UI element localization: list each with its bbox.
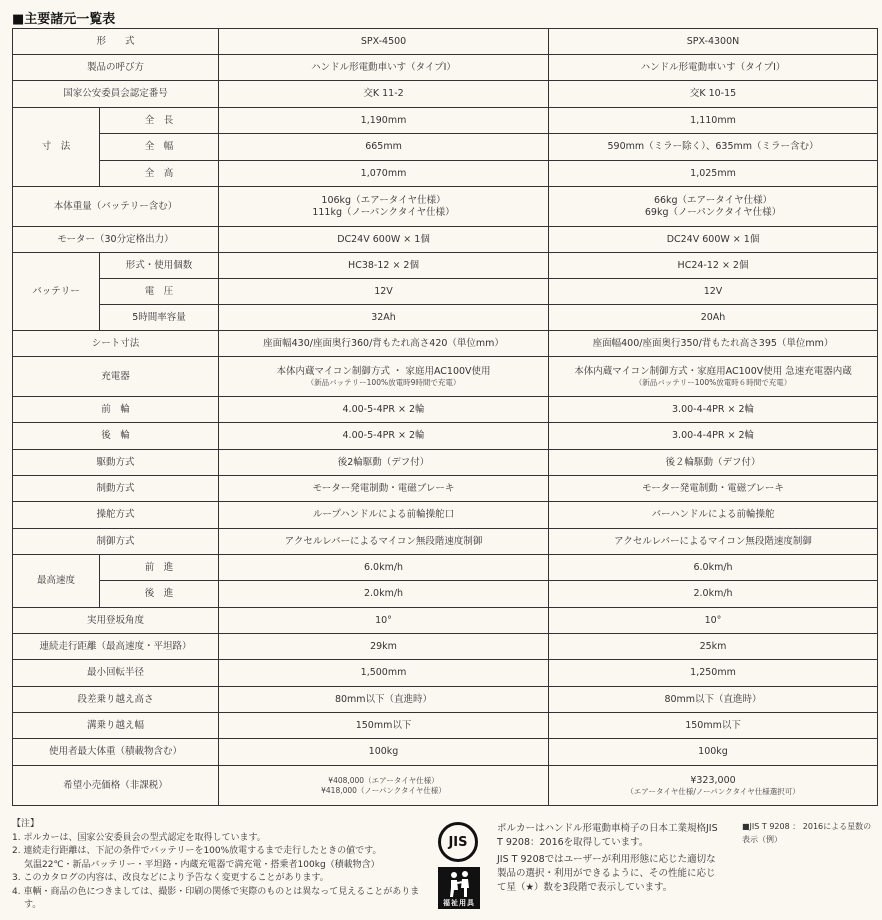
- weight-air: 66kg（エアータイヤ仕様）: [653, 194, 773, 206]
- note-item: 4. 車輌・商品の色につきましては、撮影・印刷の関係で実際のものとは異なって見えることがあります。: [12, 886, 420, 910]
- row-label-drive: 駆動方式: [13, 450, 219, 476]
- cell-spx4500-bat-type: HC38-12 × 2個: [219, 253, 549, 279]
- row-label-range: 連続走行距離（最高速度・平坦路）: [13, 634, 219, 660]
- table-row: [13, 555, 878, 581]
- cell-spx4500-max-user: 100kg: [219, 739, 549, 766]
- cell-spx4500-slope: 10°: [219, 608, 549, 634]
- cell-spx4300n-motor: DC24V 600W × 1個: [549, 227, 878, 253]
- row-label-length: 全 長: [100, 108, 219, 134]
- row-label-width: 全 幅: [100, 134, 219, 161]
- table-row: [13, 739, 878, 766]
- table-row: [13, 713, 878, 739]
- table-row: [13, 687, 878, 713]
- table-row: [13, 660, 878, 687]
- cell-spx4500-step: 80mm以下（直進時）: [219, 687, 549, 713]
- welfare-label: 福祉用具: [443, 899, 475, 907]
- row-label-ditch: 溝乗り越え幅: [13, 713, 219, 739]
- row-label-cert: 国家公安委員会認定番号: [13, 81, 219, 108]
- note-item: 1. ポルカーは、国家公安委員会の型式認定を取得しています。: [12, 832, 266, 843]
- cell-spx4300n-slope: 10°: [549, 608, 878, 634]
- cell-spx4300n-width: 590mm（ミラー除く）、635mm（ミラー含む）: [549, 134, 878, 161]
- charger-method: 本体内蔵マイコン制御方式 ・ 家庭用AC100V使用: [276, 365, 491, 377]
- weight-air: 106kg（エアータイヤ仕様）: [321, 194, 446, 206]
- row-label-slope: 実用登坂角度: [13, 608, 219, 634]
- cell-spx4500-range: 29km: [219, 634, 549, 660]
- cell-spx4500-cert: 交K 11-2: [219, 81, 549, 108]
- jis-description: [497, 822, 723, 898]
- row-label-turn: 最小回転半径: [13, 660, 219, 687]
- row-label-max-user: 使用者最大体重（積載物含む）: [13, 739, 219, 766]
- cell-spx4500-voltage: 12V: [219, 279, 549, 305]
- cell-spx4300n-ditch: 150mm以下: [549, 713, 878, 739]
- table-row: [13, 81, 878, 108]
- table-row: [13, 423, 878, 450]
- row-label-reverse: 後 進: [100, 581, 219, 608]
- model-spx4300n: SPX-4300N: [549, 29, 878, 55]
- row-label-control: 制御方式: [13, 529, 219, 555]
- jis-logos: [438, 822, 482, 909]
- cell-spx4500-steering: ループハンドルによる前輪操舵口: [219, 502, 549, 529]
- cell-spx4500-width: 665mm: [219, 134, 549, 161]
- table-row: [13, 187, 878, 227]
- spec-table: [12, 28, 878, 806]
- row-label-step: 段差乗り越え高さ: [13, 687, 219, 713]
- cell-spx4500-motor: DC24V 600W × 1個: [219, 227, 549, 253]
- table-row: [13, 134, 878, 161]
- table-row: [13, 608, 878, 634]
- table-row: [13, 253, 878, 279]
- cell-spx4500-front-wheel: 4.00-5-4PR × 2輪: [219, 397, 549, 423]
- row-label-height: 全 高: [100, 161, 219, 187]
- charger-method: 本体内蔵マイコン制御方式・家庭用AC100V使用 急速充電器内蔵: [574, 365, 852, 377]
- cell-spx4500-weight: [219, 187, 549, 227]
- group-label-max-speed: 最高速度: [13, 555, 100, 608]
- cell-spx4500-rear-wheel: 4.00-5-4PR × 2輪: [219, 423, 549, 450]
- jis-text-2: JIS T 9208ではユーザーが利用形態に応じた適切な製品の選択・利用ができるように、その性能に応じて星（★）数を3段階で表示しています。: [497, 854, 716, 893]
- cell-spx4500-seat: 座面幅430/座面奥行360/背もたれ高さ420（単位mm）: [219, 331, 549, 357]
- table-row: [13, 305, 878, 331]
- table-row: [13, 331, 878, 357]
- group-label-battery: バッテリー: [13, 253, 100, 331]
- row-label-rear-wheel: 後 輪: [13, 423, 219, 450]
- row-label-seat: シート寸法: [13, 331, 219, 357]
- row-label-forward: 前 進: [100, 555, 219, 581]
- group-label-dims: 寸 法: [13, 108, 100, 187]
- row-label-brake: 制動方式: [13, 476, 219, 502]
- cell-spx4500-turn: 1,500mm: [219, 660, 549, 687]
- row-label-model: 形 式: [13, 29, 219, 55]
- jis-mark-icon: JIS: [438, 822, 478, 862]
- row-label-bat-type: 形式・使用個数: [100, 253, 219, 279]
- cell-spx4500-reverse: 2.0km/h: [219, 581, 549, 608]
- cell-spx4300n-charger: [549, 357, 878, 397]
- table-row: [13, 227, 878, 253]
- row-label-motor: モーター（30分定格出力）: [13, 227, 219, 253]
- table-row: [13, 357, 878, 397]
- cell-spx4500-capacity: 32Ah: [219, 305, 549, 331]
- cell-spx4500-name: ハンドル形電動車いす（タイプⅠ）: [219, 55, 549, 81]
- note-item: 気温22℃・新品バッテリー・平坦路・内蔵充電器で満充電・搭乗者100kg（積載物含）: [24, 859, 380, 870]
- row-label-charger: 充電器: [13, 357, 219, 397]
- cell-spx4300n-brake: モーター発電制動・電磁ブレーキ: [549, 476, 878, 502]
- row-label-price: 希望小売価格（非課税）: [13, 766, 219, 806]
- cell-spx4300n-steering: バーハンドルによる前輪操舵: [549, 502, 878, 529]
- row-label-name: 製品の呼び方: [13, 55, 219, 81]
- price-air: ¥408,000（エアータイヤ仕様）: [328, 775, 439, 785]
- table-row: [13, 55, 878, 81]
- cell-spx4300n-length: 1,110mm: [549, 108, 878, 134]
- cell-spx4500-control: アクセルレバーによるマイコン無段階速度制御: [219, 529, 549, 555]
- table-row: [13, 450, 878, 476]
- table-row: [13, 161, 878, 187]
- notes-title: 【注】: [12, 819, 40, 829]
- cell-spx4300n-bat-type: HC24-12 × 2個: [549, 253, 878, 279]
- charger-note: （新品バッテリー100%放電時9時間で充電）: [306, 377, 461, 387]
- page-title: ■主要諸元一覧表: [12, 12, 116, 27]
- row-label-voltage: 電 圧: [100, 279, 219, 305]
- table-row: [13, 279, 878, 305]
- weight-nopuncture: 69kg（ノーパンクタイヤ仕様）: [644, 206, 782, 218]
- cell-spx4300n-cert: 交K 10-15: [549, 81, 878, 108]
- cell-spx4300n-price: [549, 766, 878, 806]
- cell-spx4300n-capacity: 20Ah: [549, 305, 878, 331]
- cell-spx4300n-step: 80mm以下（直進時）: [549, 687, 878, 713]
- table-row: [13, 476, 878, 502]
- cell-spx4500-ditch: 150mm以下: [219, 713, 549, 739]
- cell-spx4300n-name: ハンドル形電動車いす（タイプⅠ）: [549, 55, 878, 81]
- note-item: 2. 連続走行距離は、下記の条件でバッテリーを100%放電するまで走行したときの値です。: [12, 846, 382, 856]
- price-value: ¥323,000: [690, 774, 736, 786]
- price-note: （エアータイヤ仕様/ノーパンクタイヤ仕様選択可）: [626, 786, 800, 796]
- cell-spx4500-drive: 後2輪駆動（デフ付）: [219, 450, 549, 476]
- cell-spx4500-brake: モーター発電制動・電磁ブレーキ: [219, 476, 549, 502]
- table-row: [13, 502, 878, 529]
- table-row: [13, 108, 878, 134]
- table-row: [13, 581, 878, 608]
- cell-spx4300n-rear-wheel: 3.00-4-4PR × 2輪: [549, 423, 878, 450]
- cell-spx4300n-height: 1,025mm: [549, 161, 878, 187]
- table-row: [13, 766, 878, 806]
- cell-spx4500-price: [219, 766, 549, 806]
- cell-spx4300n-seat: 座面幅400/座面奥行350/背もたれ高さ395（単位mm）: [549, 331, 878, 357]
- note-item: 3. このカタログの内容は、改良などにより予告なく変更することがあります。: [12, 873, 329, 883]
- cell-spx4500-charger: [219, 357, 549, 397]
- cell-spx4500-length: 1,190mm: [219, 108, 549, 134]
- cell-spx4300n-front-wheel: 3.00-4-4PR × 2輪: [549, 397, 878, 423]
- row-label-front-wheel: 前 輪: [13, 397, 219, 423]
- cell-spx4500-forward: 6.0km/h: [219, 555, 549, 581]
- table-row: [13, 397, 878, 423]
- cell-spx4300n-control: アクセルレバーによるマイコン無段階速度制御: [549, 529, 878, 555]
- cell-spx4300n-drive: 後２輪駆動（デフ付）: [549, 450, 878, 476]
- notes-section: [12, 818, 422, 913]
- model-spx4500: SPX-4500: [219, 29, 549, 55]
- table-row: [13, 634, 878, 660]
- cell-spx4300n-turn: 1,250mm: [549, 660, 878, 687]
- cell-spx4300n-forward: 6.0km/h: [549, 555, 878, 581]
- table-row: [13, 529, 878, 555]
- table-row: [13, 29, 878, 55]
- cell-spx4300n-max-user: 100kg: [549, 739, 878, 766]
- charger-note: （新品バッテリー100%放電時６時間で充電）: [634, 377, 792, 387]
- row-label-steering: 操舵方式: [13, 502, 219, 529]
- jis-text-1: ポルカーはハンドル形電動車椅子の日本工業規格JIS T 9208：2016を取得しています。: [497, 823, 718, 848]
- cell-spx4300n-weight: [549, 187, 878, 227]
- row-label-weight: 本体重量（バッテリー含む）: [13, 187, 219, 227]
- price-nopuncture: ¥418,000（ノーパンクタイヤ仕様）: [321, 785, 446, 795]
- cell-spx4300n-range: 25km: [549, 634, 878, 660]
- welfare-equipment-icon: [438, 867, 480, 909]
- weight-nopuncture: 111kg（ノーパンクタイヤ仕様）: [312, 206, 455, 218]
- row-label-capacity: 5時間率容量: [100, 305, 219, 331]
- cell-spx4500-height: 1,070mm: [219, 161, 549, 187]
- rating-note: ■JIS T 9208 ： 2016による星数の表示（例）: [742, 822, 872, 844]
- cell-spx4300n-voltage: 12V: [549, 279, 878, 305]
- cell-spx4300n-reverse: 2.0km/h: [549, 581, 878, 608]
